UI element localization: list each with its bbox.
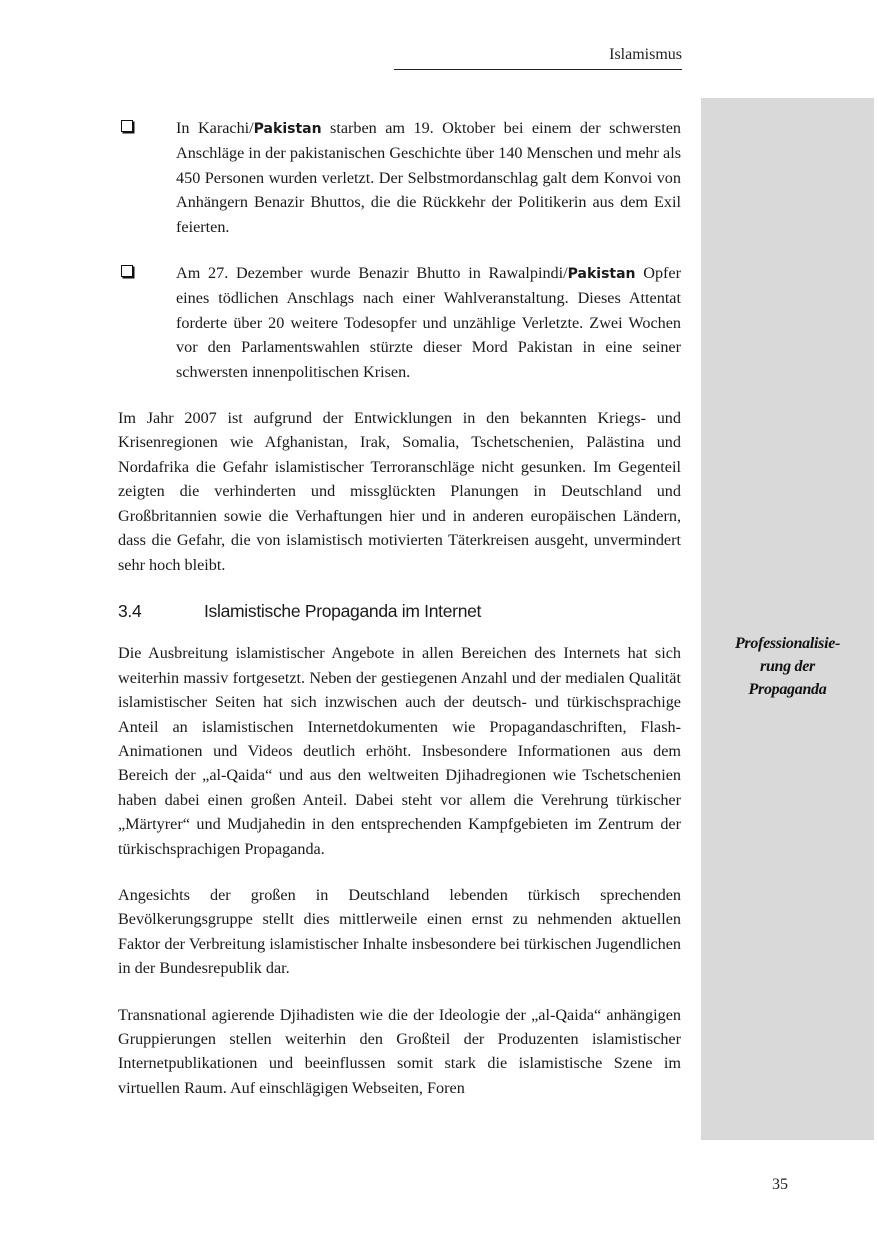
page-number: 35 — [772, 1176, 788, 1193]
section-heading — [118, 599, 681, 623]
checkbox-bullet-icon — [121, 120, 133, 132]
country-highlight: Pakistan — [253, 121, 322, 137]
main-content — [118, 116, 681, 1122]
bullet-text-post: starben am 19. Oktober bei einem der schwersten Anschläge in der pakistanischen Geschichte über 140 Menschen und mehr als 450 Personen wurden verletzt. Der Selbstmordanschlag galt dem Konvoi von Anhängern Benazir Bhuttos, die die Rückkehr der Politikerin aus dem Exil feierten. — [176, 119, 681, 236]
margin-note-line: rung der — [760, 658, 815, 675]
margin-note-line: Professionalisie- — [734, 635, 841, 652]
bullet-item — [118, 116, 681, 239]
bullet-text-post: Opfer eines tödlichen Anschlags nach einer Wahlveranstaltung. Dieses Attentat forderte über 20 weitere Todesopfer und unzählige Verletzte. Zwei Wochen vor den Parlamentswahlen stürzte dieser Mord Pakistan in eine seiner schwersten innenpolitischen Krisen. — [176, 264, 681, 381]
checkbox-bullet-icon — [121, 265, 133, 277]
intro-paragraph: Im Jahr 2007 ist aufgrund der Entwicklungen in den bekannten Kriegs- und Krisenregionen wie Afghanistan, Irak, Somalia, Tschetschenien, Palästina und Nordafrika die Gefahr islamistischer Terroranschläge nicht gesunken. Im Gegenteil zeigten die verhinderten und missglückten Planungen in Deutschland und Großbritannien sowie die Verhaftungen hier und in anderen europäischen Ländern, dass die Gefahr, die von islamistisch motivierten Täterkreisen ausgeht, unvermindert sehr hoch bleibt. — [118, 409, 681, 574]
margin-note — [701, 632, 874, 701]
bullet-text-pre: Am 27. Dezember wurde Benazir Bhutto in Rawalpindi/ — [176, 264, 568, 283]
running-head-title: Islamismus — [609, 46, 682, 63]
section-paragraph: Angesichts der großen in Deutschland lebenden türkisch sprechenden Bevölkerungsgruppe stellt dies mittlerweile einen ernst zu nehmenden aktuellen Faktor der Verbreitung islamistischer Inhalte insbesondere bei türkischen Jugendlichen in der Bundesrepublik dar. — [118, 885, 681, 978]
section-paragraph: Die Ausbreitung islamistischer Angebote in allen Bereichen des Internets hat sich weiterhin massiv fortgesetzt. Neben der gestiegenen Anzahl und der medialen Qualität islamistischer Seiten hat sich inzwischen auch der deutsch- und türkischsprachige Anteil an islamistischen Internetdokumenten wie Propagandaschriften, Flash-Animationen und Videos deutlich erhöht. Insbesondere Informationen aus dem Bereich der „al-Qaida“ und aus den weltweiten Djihadregionen wie Tschetschenien haben dabei einen großen Anteil. Dabei steht vor allem die Verehrung türkischer „Märtyrer“ und Mudjahedin in den entsprechenden Kampfgebieten im Zentrum der türkischsprachigen Propaganda. — [118, 644, 681, 858]
section-number: 3.4 — [118, 600, 142, 621]
bullet-item — [118, 261, 681, 384]
margin-note-line: Propaganda — [748, 681, 827, 698]
bullet-text-pre: In Karachi/ — [176, 119, 254, 137]
section-paragraph: Transnational agierende Djihadisten wie die der Ideologie der „al-Qaida“ anhängigen Gruppierungen stellen weiterhin den Großteil der Produzenten islamistischer Internetpublikationen und beeinflussen somit stark die islamistische Szene im virtuellen Raum. Auf einschlägigen Webseiten, Foren — [118, 1005, 681, 1097]
section-title: Islamistische Propaganda im Internet — [204, 600, 482, 621]
country-highlight: Pakistan — [567, 266, 636, 283]
margin-panel — [701, 98, 874, 1140]
header-rule — [394, 69, 682, 70]
